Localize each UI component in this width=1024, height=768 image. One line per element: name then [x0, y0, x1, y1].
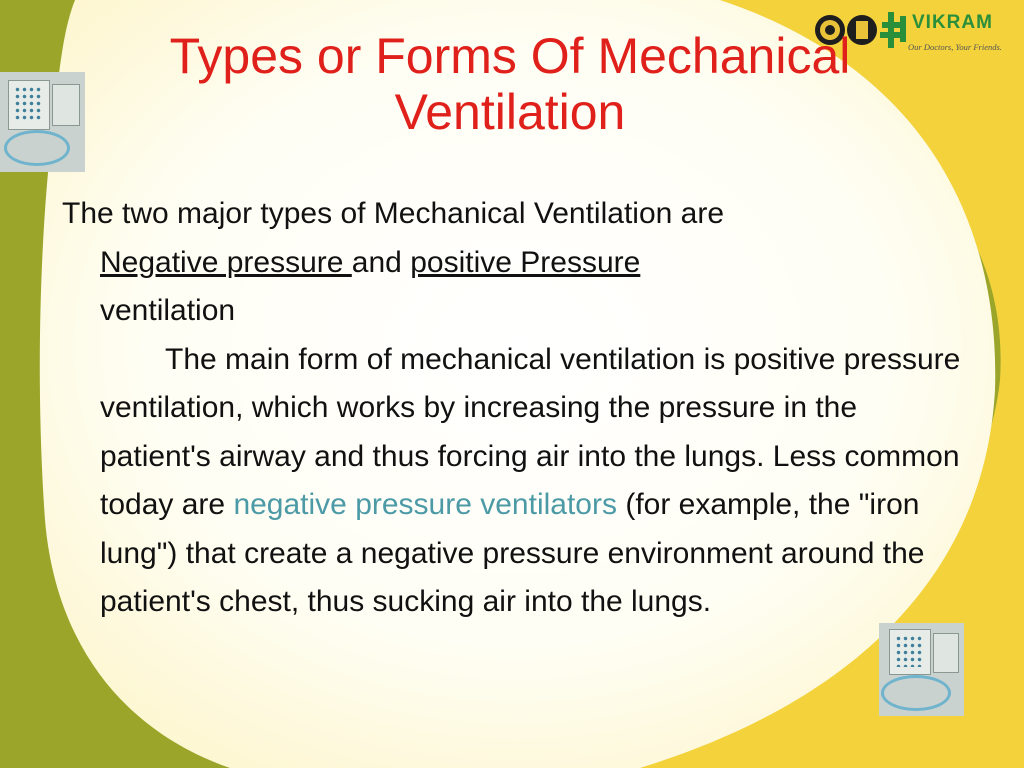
main-form-text: The main form of mechanical ventilation is positive pressure ventilation, which works by increasing the pressure in the patient's airway and thus forcing air into the lungs. Less common today are	[100, 342, 961, 521]
term-negative-pressure: Negative pressure	[100, 245, 352, 279]
ventilator-photo-bottom	[879, 623, 964, 716]
logo-tagline: Our Doctors, Your Friends.	[908, 42, 1002, 52]
negative-pressure-ventilators-link[interactable]: negative pressure ventilators	[233, 488, 617, 521]
term-positive-pressure: positive Pressure	[410, 245, 641, 279]
iron-lung-text: (for example, the "iron lung") that create a negative pressure environment around the patient's chest, thus sucking air into the lungs.	[100, 488, 925, 618]
slide-body	[62, 190, 962, 627]
paragraph-major-types	[62, 190, 962, 336]
connector-text: and	[351, 245, 402, 279]
ending-text: ventilation	[100, 294, 236, 327]
slide-title: Types or Forms Of Mechanical Ventilation	[169, 28, 851, 140]
logo-name: VIKRAM	[912, 12, 993, 33]
paragraph-main-form	[62, 336, 962, 627]
intro-text: The two major types of Mechanical Ventilation are	[62, 197, 725, 230]
